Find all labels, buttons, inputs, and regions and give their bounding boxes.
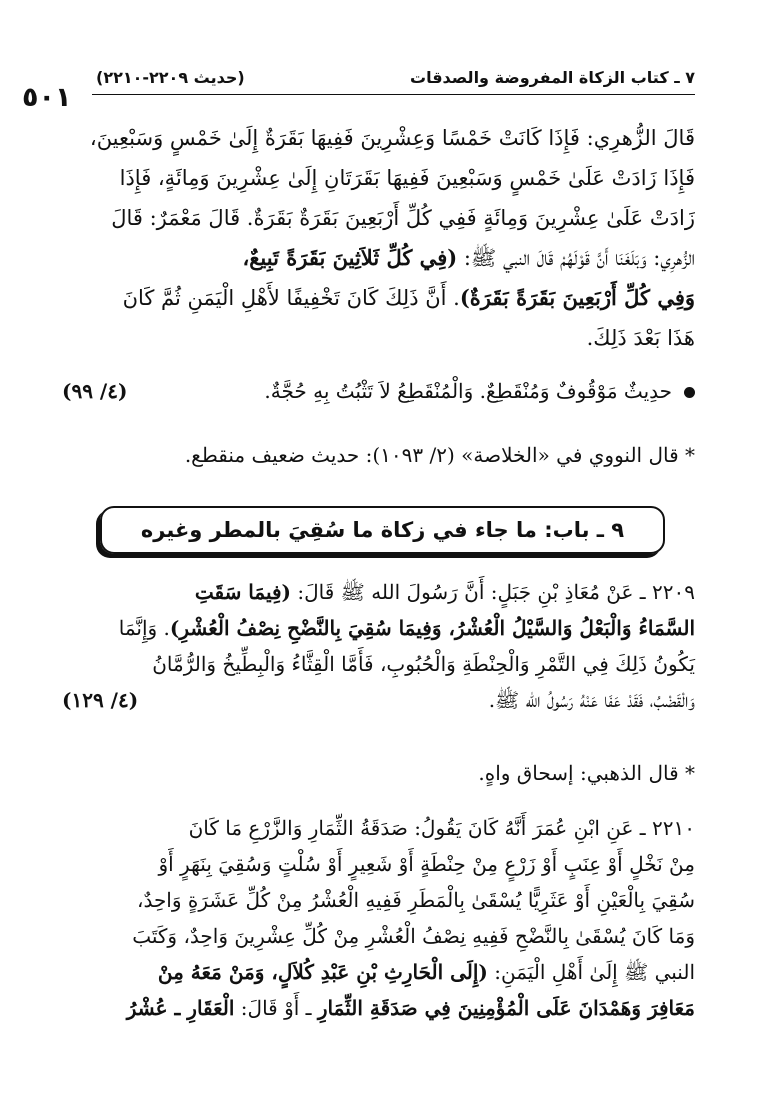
text-line	[62, 238, 695, 278]
hadith-grading	[62, 374, 695, 408]
text-line: زَادَتْ عَلَىٰ عِشْرِينَ وَمِائَةٍ فَفِي كُلِّ أَرْبَعِينَ بَقَرَةٌ بَقَرَةٌ. قَالَ مَعْمَرٌ: قَالَ	[111, 206, 695, 230]
chapter-title-box	[100, 506, 665, 554]
text-segment: ٢٢٠٩ ـ عَنْ مُعَاذِ بْنِ جَبَلٍ: أَنَّ رَسُولَ الله ﷺ قَالَ:	[291, 580, 695, 604]
hadith-2210	[62, 810, 695, 1026]
prophetic-quote: مَعَافِرَ وَهَمْدَانَ عَلَى الْمُؤْمِنِينَ فِي صَدَقَةِ الثِّمَارِ	[317, 996, 695, 1020]
prophetic-quote: السَّمَاءُ وَالْبَعْلُ وَالسَّيْلُ الْعُشْرُ، وَفِيمَا سُقِيَ بِالنَّضْحِ نِصْفُ الْعُشْرِ)	[169, 616, 695, 640]
text-segment: . وَإِنَّمَا	[118, 616, 170, 640]
prophetic-quote: (إِلَى الْحَارِثِ بْنِ عَبْدِ كُلاَلٍ، وَمَنْ مَعَهُ مِنْ	[157, 960, 488, 984]
text-segment: . أَنَّ ذَلِكَ كَانَ تَخْفِيفًا لأَهْلِ الْيَمَنِ ثُمَّ كَانَ	[122, 286, 460, 310]
text-line: فَإِذَا زَادَتْ عَلَىٰ خَمْسٍ وَسَبْعِينَ فَفِيهَا بَقَرَتَانِ إِلَىٰ عِشْرِينَ وَمِائَةٍ، فَإِذَا	[119, 166, 695, 190]
text-line: ٢٢١٠ ـ عَنِ ابْنِ عُمَرَ أَنَّهُ كَانَ يَقُولُ: صَدَقَةُ الثِّمَارِ وَالزَّرْعِ مَا كَانَ	[188, 816, 695, 840]
text-line: سُقِيَ بِالْعَيْنِ أَوْ عَثَرِيًّا يُسْقَىٰ بِالْمَطَرِ فَفِيهِ الْعُشْرُ مِنْ كُلِّ عَشَرَةٍ وَاحِدٌ،	[136, 888, 695, 912]
grading-text: حدِيثٌ مَوْقُوفٌ وَمُنْقَطِعٌ. وَالْمُنْقَطِعُ لاَ تَثْبُتُ بِهِ حُجَّةٌ.	[264, 379, 672, 403]
text-segment: ـ أَوْ قَالَ:	[234, 996, 318, 1020]
chapter-heading: ٧ ـ كتاب الزكاة المفروضة والصدقات	[409, 68, 695, 87]
text-line	[62, 278, 695, 318]
text-segment: النبي ﷺ إِلَىٰ أَهْلِ الْيَمَنِ:	[487, 960, 695, 984]
text-segment: الزُّهرِي: وَبَلَغَنَا أَنَّ قَوْلَهُمْ قَالَ النبي ﷺ:	[457, 246, 695, 270]
text-line	[62, 610, 695, 646]
text-line	[62, 682, 695, 718]
text-line: وَمَا كَانَ يُسْقَىٰ بِالنَّضْحِ فَفِيهِ نِصْفُ الْعُشْرِ مِنْ كُلِّ عِشْرِينَ وَاحِدٌ، وَكَتَبَ	[132, 924, 695, 948]
scholar-note: * قال النووي في «الخلاصة» (٢/ ١٠٩٣): حديث ضعيف منقطع.	[184, 443, 695, 467]
prophetic-quote: الْعَقَارِ ـ عُشْرُ	[126, 996, 235, 1020]
text-line: يَكُونُ ذَلِكَ فِي التَّمْرِ وَالْحِنْطَةِ وَالْحُبُوبِ، فَأَمَّا الْقِثَّاءُ وَالْبِطِّيخُ وَالرُّمَّانُ	[152, 652, 695, 676]
hadith-2209	[62, 574, 695, 718]
scholar-note: * قال الذهبي: إسحاق واهٍ.	[478, 761, 695, 785]
text-line: قَالَ الزُّهرِي: فَإِذَا كَانَتْ خَمْسًا وَعِشْرِينَ فَفِيهَا بَقَرَةٌ إِلَىٰ خَمْسٍ وَسَبْعِينَ،	[89, 126, 695, 150]
text-line	[62, 574, 695, 610]
prophetic-quote: وَفِي كُلِّ أَرْبَعِينَ بَقَرَةً بَقَرَةٌ)	[459, 285, 695, 310]
text-line	[62, 990, 695, 1026]
hadith-range: (حديث ٢٢٠٩-٢٢١٠)	[96, 68, 245, 87]
text-line	[62, 954, 695, 990]
text-line: مِنْ نَخْلٍ أَوْ عِنَبٍ أَوْ زَرْعٍ مِنْ حِنْطَةٍ أَوْ شَعِيرٍ أَوْ سُلْتٍ وَسُقِيَ بِنَهَرٍ أَوْ	[158, 852, 695, 876]
bullet-icon	[684, 387, 695, 398]
page-number: ٥٠١	[22, 82, 72, 113]
running-header	[92, 64, 695, 95]
volume-page-reference: (٤/ ١٢٩)	[62, 688, 139, 712]
text-line: هَذَا بَعْدَ ذَلِكَ.	[586, 326, 695, 350]
chapter-title: ٩ ـ باب: ما جاء في زكاة ما سُقِيَ بالمطر وغيره	[140, 518, 625, 542]
volume-page-reference: (٤/ ٩٩)	[62, 379, 128, 403]
prophetic-quote: (فِي كُلِّ ثَلاَثِينَ بَقَرَةً تَبِيعٌ،	[242, 245, 458, 270]
zuhri-paragraph	[62, 118, 695, 358]
prophetic-quote: (فِيمَا سَقَتِ	[194, 580, 292, 604]
text-segment: وَالْقَضْبُ، فَقَدْ عَفَا عَنْهُ رَسُولُ الله ﷺ.	[488, 688, 695, 712]
